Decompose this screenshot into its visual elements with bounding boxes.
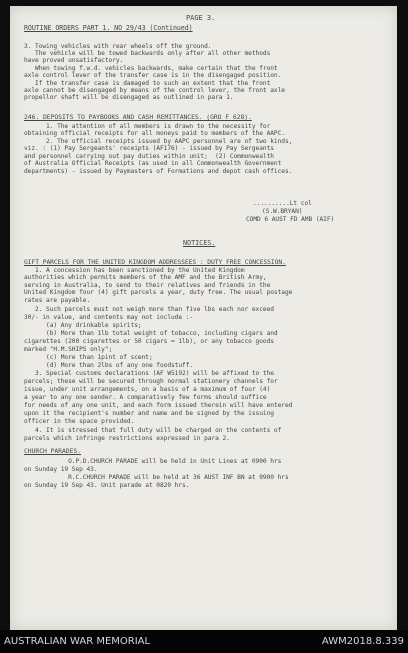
text-line: parcels; these will be secured through normal stationery channels for	[24, 378, 278, 385]
text-line: authorities which permits members of the AMF and the British Army,	[24, 274, 267, 281]
text-line: 4. It is stressed that full duty will be charged on the contents of	[24, 427, 282, 434]
text-line: and personnel carrying out pay duties within unit; (2) Commonwealth	[24, 153, 274, 160]
text-line: 1. The attention of all members is drawn to the necessity for	[24, 123, 271, 130]
text-line: (c) More than 1pint of scent;	[24, 354, 153, 361]
text-line: obtaining official receipts for all moneys paid to members of the AAPC.	[24, 130, 285, 137]
text-line: (d) More than 2lbs of any one foodstuff.	[24, 362, 194, 369]
text-line: If the transfer case is damaged to such an extent that the front	[24, 80, 271, 87]
text-line: propellor shaft will be disengaged as outlined in para 1.	[24, 94, 234, 101]
text-line: 30/- in value, and contents may not include :-	[24, 314, 194, 321]
text-line: (a) Any drinkable spirits;	[24, 322, 142, 329]
text-line: have proved unsatisfactory.	[24, 57, 124, 64]
document-page	[10, 6, 397, 630]
signatory-name: (S.W.BRYAN)	[262, 208, 303, 215]
text-line: on Sunday 19 Sep 43.	[24, 466, 98, 473]
text-line: axle cannot be disengaged by means of the control lever, the front axle	[24, 87, 285, 94]
signature-line: ..........Lt col	[253, 200, 312, 207]
text-line: 2. The official receipts issued by AAPC personnel are of two kinds,	[24, 138, 293, 145]
text-line: of Australia Official Receipts (as used in all Commonwealth Government	[24, 160, 282, 167]
text-line: O.P.D.CHURCH PARADE will be held in Unit Lines at 0900 hrs	[24, 458, 282, 465]
text-line: parcels which infringe restrictions expressed in para 2.	[24, 435, 230, 442]
text-line: 2. Such parcels must not weigh more than five lbs each nor exceed	[24, 306, 274, 313]
text-line: viz. : (1) Pay Sergeants' receipts (AF176) - issued by Pay Sergeants	[24, 145, 274, 152]
text-line: marked "H.M.SHIPS only";	[24, 346, 113, 353]
gift-parcels-title: GIFT PARCELS FOR THE UNITED KINGDOM ADDRESSEES : DUTY FREE CONCESSION.	[24, 259, 286, 266]
page-header: PAGE 3.	[186, 14, 216, 22]
text-line: United Kingdom four (4) gift parcels a year, duty free. The usual postage	[24, 289, 293, 296]
footer-institution: AUSTRALIAN WAR MEMORIAL	[4, 636, 151, 647]
text-line: R.C.CHURCH PARADE will be held at 36 AUST INF BN at 0900 hrs	[24, 474, 289, 481]
notices-title: NOTICES.	[183, 239, 216, 247]
text-line: 3. Special customs declarations (AF W5192) will be affixed to the	[24, 370, 274, 377]
routine-orders-title: ROUTINE ORDERS PART 1. NO 29/43 (Continued)	[24, 24, 193, 32]
text-line: cigarettes (200 cigarettes or 50 cigars = 1lb), or any tobacco goods	[24, 338, 274, 345]
text-line: officer in the space provided.	[24, 418, 135, 425]
text-line: departments) - issued by Paymasters of Formations and depot cash offices.	[24, 168, 293, 175]
text-line: a year to any one sender. A comparatively few forms should suffice	[24, 394, 267, 401]
signatory-title: COMD 6 AUST FD AMB (AIF)	[246, 216, 335, 223]
text-line: serving in Australia, to send to their relatives and friends in the	[24, 282, 271, 289]
text-line: rates are payable.	[24, 297, 91, 304]
text-line: on Sunday 19 Sep 43. Unit parade at 0820 hrs.	[24, 482, 190, 489]
text-line: 3. Towing vehicles with rear wheels off the ground.	[24, 43, 212, 50]
deposits-title: 246. DEPOSITS TO PAYBOOKS AND CASH REMITTANCES. (GRO F 628).	[24, 113, 252, 121]
text-line: When towing f.w.d. vehicles backwards, make certain that the front	[24, 65, 278, 72]
text-line: axle control lever of the transfer case is in the disengaged position.	[24, 72, 282, 79]
text-line: issue, under unit arrangements, on a basis of a maximum of four (4)	[24, 386, 271, 393]
text-line: upon it the recipient's number and name and be signed by the issuing	[24, 410, 274, 417]
church-parades-title: CHURCH PARADES.	[24, 447, 81, 455]
text-line: The vehicle will be towed backwards only after all other methods	[24, 50, 271, 57]
text-line: (b) More than 1lb total weight of tobacco, including cigars and	[24, 330, 278, 337]
footer-accession-number: AWM2018.8.339	[321, 636, 404, 647]
footer-bar	[0, 630, 408, 653]
text-line: 1. A concession has been sanctioned by the United Kingdom	[24, 267, 245, 274]
text-line: for needs of any one unit, and each form issued therein will have entered	[24, 402, 293, 409]
